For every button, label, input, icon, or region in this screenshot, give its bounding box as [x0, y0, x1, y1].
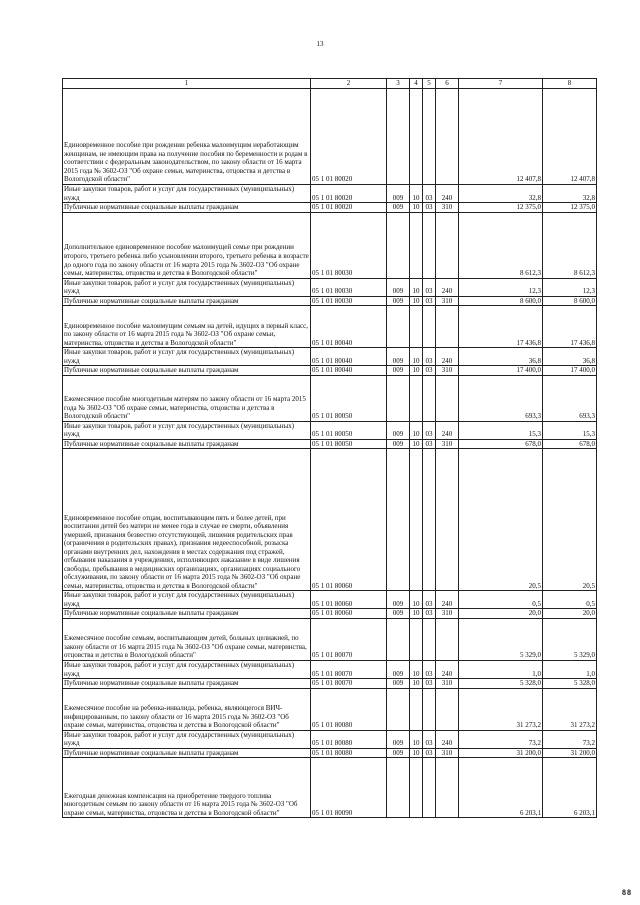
classification-code: 05 1 01 80020 [311, 185, 387, 203]
classification-code: 05 1 01 80070 [311, 618, 387, 660]
ministry-code: 009 [387, 203, 410, 213]
section-code: 10 [410, 185, 423, 203]
amount-2016: 8 612,3 [459, 212, 543, 278]
amount-2017: 8 612,3 [543, 212, 597, 278]
amount-2016: 15,3 [459, 421, 543, 439]
table-row [63, 375, 597, 421]
amount-2016: 5 329,0 [459, 618, 543, 660]
classification-code: 05 1 01 80080 [311, 688, 387, 730]
row-description: Иные закупки товаров, работ и услуг для государственных (муниципальных) нужд [63, 185, 311, 203]
classification-code: 05 1 01 80040 [311, 348, 387, 366]
section-code: 10 [410, 278, 423, 296]
subsection-code: 03 [423, 609, 436, 619]
expense-type-code: 310 [436, 203, 459, 213]
table-row [63, 688, 597, 730]
classification-code: 05 1 01 80020 [311, 203, 387, 213]
expense-type-code [436, 688, 459, 730]
row-description: Ежемесячное пособие семьям, воспитывающим детей, больных целиакией, по закону области от 16 марта 2015 года № 3602-ОЗ "Об охране семьи, материнства, отцовства и детства в Вологодской области" [63, 618, 311, 660]
ministry-code [387, 449, 410, 591]
row-description: Публичные нормативные социальные выплаты гражданам [63, 609, 311, 619]
table-row [63, 348, 597, 366]
expense-type-code: 240 [436, 591, 459, 609]
classification-code: 05 1 01 80050 [311, 439, 387, 449]
amount-2017: 15,3 [543, 421, 597, 439]
subsection-code: 03 [423, 278, 436, 296]
amount-2017: 12 375,0 [543, 203, 597, 213]
subsection-code: 03 [423, 366, 436, 376]
header-cell: 2 [311, 79, 387, 89]
section-code [410, 449, 423, 591]
subsection-code: 03 [423, 730, 436, 748]
ministry-code: 009 [387, 366, 410, 376]
subsection-code [423, 758, 436, 818]
amount-2016: 12 375,0 [459, 203, 543, 213]
expense-type-code: 310 [436, 609, 459, 619]
amount-2016: 32,8 [459, 185, 543, 203]
subsection-code [423, 306, 436, 348]
amount-2016: 20,0 [459, 609, 543, 619]
row-description: Единовременное пособие при рождении ребенка малоимущим неработающим женщинам, не имеющим права на получение пособия по беременности и родам в соответствии с федеральным законодательством, по закону области от 16 марта 2015 года № 3602-ОЗ "Об охране семьи, материнства, отцовства и детства в Вологодской области" [63, 89, 311, 185]
ministry-code [387, 306, 410, 348]
amount-2017: 693,3 [543, 375, 597, 421]
section-code: 10 [410, 421, 423, 439]
row-description: Ежемесячное пособие на ребенка-инвалида, ребенка, являющегося ВИЧ-инфицированным, по закону области от 16 марта 2015 года № 3602-ОЗ "Об охране семьи, материнства, отцовства и детства в Вологодской области" [63, 688, 311, 730]
row-description: Единовременное пособие малоимущим семьям на детей, идущих в первый класс, по закону области от 16 марта 2015 года № 3602-ОЗ "Об охране семьи, материнства, отцовства и детства в Вологодской области" [63, 306, 311, 348]
section-code [410, 89, 423, 185]
expense-type-code: 310 [436, 748, 459, 758]
classification-code: 05 1 01 80040 [311, 366, 387, 376]
section-code: 10 [410, 366, 423, 376]
amount-2016: 73,2 [459, 730, 543, 748]
ministry-code: 009 [387, 591, 410, 609]
section-code: 10 [410, 748, 423, 758]
classification-code: 05 1 01 80060 [311, 591, 387, 609]
ministry-code [387, 212, 410, 278]
amount-2017: 36,8 [543, 348, 597, 366]
ministry-code: 009 [387, 748, 410, 758]
amount-2017: 32,8 [543, 185, 597, 203]
ministry-code: 009 [387, 185, 410, 203]
table-row [63, 306, 597, 348]
header-cell: 1 [63, 79, 311, 89]
subsection-code: 03 [423, 660, 436, 678]
amount-2017: 20,0 [543, 609, 597, 619]
ministry-code: 009 [387, 730, 410, 748]
table-row [63, 758, 597, 818]
expense-type-code [436, 375, 459, 421]
row-description: Иные закупки товаров, работ и услуг для государственных (муниципальных) нужд [63, 591, 311, 609]
classification-code: 05 1 01 80060 [311, 609, 387, 619]
table-row [63, 449, 597, 591]
corner-mark: 88 [622, 888, 632, 897]
table-row [63, 296, 597, 306]
header-cell: 6 [436, 79, 459, 89]
expense-type-code: 240 [436, 421, 459, 439]
row-description: Иные закупки товаров, работ и услуг для государственных (муниципальных) нужд [63, 278, 311, 296]
section-code: 10 [410, 679, 423, 689]
header-cell: 7 [459, 79, 543, 89]
amount-2016: 31 273,2 [459, 688, 543, 730]
subsection-code [423, 89, 436, 185]
section-code: 10 [410, 591, 423, 609]
row-description: Иные закупки товаров, работ и услуг для государственных (муниципальных) нужд [63, 660, 311, 678]
subsection-code [423, 212, 436, 278]
classification-code: 05 1 01 80060 [311, 449, 387, 591]
row-description: Публичные нормативные социальные выплаты гражданам [63, 679, 311, 689]
classification-code: 05 1 01 80030 [311, 212, 387, 278]
subsection-code: 03 [423, 185, 436, 203]
subsection-code [423, 688, 436, 730]
header-cell: 4 [410, 79, 423, 89]
expense-type-code [436, 212, 459, 278]
table-header-row [63, 79, 597, 89]
subsection-code [423, 449, 436, 591]
expense-type-code [436, 89, 459, 185]
amount-2016: 6 203,1 [459, 758, 543, 818]
amount-2016: 8 600,0 [459, 296, 543, 306]
ministry-code: 009 [387, 348, 410, 366]
amount-2016: 17 400,0 [459, 366, 543, 376]
amount-2017: 6 203,1 [543, 758, 597, 818]
table-row [63, 609, 597, 619]
expense-type-code [436, 449, 459, 591]
table-row [63, 439, 597, 449]
ministry-code [387, 375, 410, 421]
row-description: Иные закупки товаров, работ и услуг для государственных (муниципальных) нужд [63, 421, 311, 439]
section-code: 10 [410, 660, 423, 678]
table-row [63, 185, 597, 203]
ministry-code: 009 [387, 296, 410, 306]
table-row [63, 618, 597, 660]
row-description: Ежемесячное пособие многодетным матерям по закону области от 16 марта 2015 года № 3602-ОЗ "Об охране семьи, материнства, отцовства и детства в Вологодской области" [63, 375, 311, 421]
ministry-code [387, 618, 410, 660]
classification-code: 05 1 01 80020 [311, 89, 387, 185]
table-row [63, 212, 597, 278]
section-code [410, 618, 423, 660]
amount-2017: 31 200,0 [543, 748, 597, 758]
subsection-code: 03 [423, 203, 436, 213]
amount-2016: 0,5 [459, 591, 543, 609]
classification-code: 05 1 01 80030 [311, 278, 387, 296]
classification-code: 05 1 01 80070 [311, 679, 387, 689]
amount-2017: 5 329,0 [543, 618, 597, 660]
table-row [63, 89, 597, 185]
classification-code: 05 1 01 80070 [311, 660, 387, 678]
amount-2017: 5 328,0 [543, 679, 597, 689]
table-row [63, 278, 597, 296]
ministry-code: 009 [387, 278, 410, 296]
ministry-code: 009 [387, 439, 410, 449]
ministry-code: 009 [387, 679, 410, 689]
row-description: Публичные нормативные социальные выплаты гражданам [63, 748, 311, 758]
expense-type-code: 310 [436, 296, 459, 306]
table-row [63, 203, 597, 213]
row-description: Публичные нормативные социальные выплаты гражданам [63, 439, 311, 449]
subsection-code [423, 618, 436, 660]
row-description: Публичные нормативные социальные выплаты гражданам [63, 366, 311, 376]
classification-code: 05 1 01 80040 [311, 306, 387, 348]
amount-2016: 12 407,8 [459, 89, 543, 185]
amount-2017: 20,5 [543, 449, 597, 591]
table-row [63, 730, 597, 748]
amount-2016: 31 200,0 [459, 748, 543, 758]
row-description: Ежегодная денежная компенсация на приобретение твердого топлива многодетным семьям по закону области от 16 марта 2015 года № 3602-ОЗ "Об охране семьи, материнства, отцовства и детства в Вологодской области" [63, 758, 311, 818]
expense-type-code: 240 [436, 185, 459, 203]
header-cell: 8 [543, 79, 597, 89]
table-row [63, 421, 597, 439]
header-cell: 3 [387, 79, 410, 89]
subsection-code: 03 [423, 748, 436, 758]
section-code: 10 [410, 439, 423, 449]
amount-2017: 12,3 [543, 278, 597, 296]
amount-2017: 678,0 [543, 439, 597, 449]
expense-type-code: 240 [436, 348, 459, 366]
classification-code: 05 1 01 80080 [311, 730, 387, 748]
amount-2016: 12,3 [459, 278, 543, 296]
expense-type-code: 310 [436, 439, 459, 449]
expense-type-code: 310 [436, 366, 459, 376]
table-row [63, 748, 597, 758]
section-code: 10 [410, 296, 423, 306]
row-description: Иные закупки товаров, работ и услуг для государственных (муниципальных) нужд [63, 730, 311, 748]
amount-2017: 31 273,2 [543, 688, 597, 730]
section-code [410, 375, 423, 421]
ministry-code [387, 89, 410, 185]
expense-type-code: 240 [436, 660, 459, 678]
amount-2016: 5 328,0 [459, 679, 543, 689]
subsection-code: 03 [423, 679, 436, 689]
subsection-code: 03 [423, 591, 436, 609]
amount-2016: 20,5 [459, 449, 543, 591]
section-code [410, 758, 423, 818]
ministry-code: 009 [387, 609, 410, 619]
amount-2017: 8 600,0 [543, 296, 597, 306]
expense-type-code [436, 618, 459, 660]
expense-type-code: 310 [436, 679, 459, 689]
row-description: Публичные нормативные социальные выплаты гражданам [63, 203, 311, 213]
subsection-code: 03 [423, 439, 436, 449]
expense-type-code [436, 758, 459, 818]
classification-code: 05 1 01 80080 [311, 748, 387, 758]
ministry-code [387, 758, 410, 818]
amount-2016: 678,0 [459, 439, 543, 449]
subsection-code: 03 [423, 421, 436, 439]
section-code: 10 [410, 348, 423, 366]
classification-code: 05 1 01 80030 [311, 296, 387, 306]
section-code [410, 212, 423, 278]
ministry-code: 009 [387, 421, 410, 439]
amount-2017: 17 400,0 [543, 366, 597, 376]
ministry-code: 009 [387, 660, 410, 678]
amount-2016: 693,3 [459, 375, 543, 421]
ministry-code [387, 688, 410, 730]
amount-2017: 73,2 [543, 730, 597, 748]
section-code [410, 306, 423, 348]
subsection-code: 03 [423, 348, 436, 366]
subsection-code: 03 [423, 296, 436, 306]
page-number: 13 [316, 40, 324, 48]
amount-2016: 1,0 [459, 660, 543, 678]
section-code: 10 [410, 609, 423, 619]
table-row [63, 679, 597, 689]
table-row [63, 660, 597, 678]
amount-2017: 17 436,8 [543, 306, 597, 348]
classification-code: 05 1 01 80050 [311, 375, 387, 421]
classification-code: 05 1 01 80050 [311, 421, 387, 439]
amount-2017: 1,0 [543, 660, 597, 678]
row-description: Иные закупки товаров, работ и услуг для государственных (муниципальных) нужд [63, 348, 311, 366]
amount-2017: 12 407,8 [543, 89, 597, 185]
amount-2017: 0,5 [543, 591, 597, 609]
budget-table [62, 78, 597, 818]
amount-2016: 17 436,8 [459, 306, 543, 348]
section-code: 10 [410, 203, 423, 213]
classification-code: 05 1 01 80090 [311, 758, 387, 818]
section-code [410, 688, 423, 730]
subsection-code [423, 375, 436, 421]
table-row [63, 366, 597, 376]
row-description: Публичные нормативные социальные выплаты гражданам [63, 296, 311, 306]
row-description: Дополнительное единовременное пособие малоимущей семье при рождении второго, третьего ребенка либо усыновлении второго, третьего ребенка в возрасте до одного года по закону области от 16 марта 2015 года № 3602-ОЗ "Об охране семьи, материнства, отцовства и детства в Вологодской области" [63, 212, 311, 278]
expense-type-code: 240 [436, 730, 459, 748]
amount-2016: 36,8 [459, 348, 543, 366]
expense-type-code [436, 306, 459, 348]
row-description: Единовременное пособие отцам, воспитывающим пять и более детей, при воспитании детей без матери не менее года в случае ее смерти, объявления умершей, признания безвестно отсутствующей, лишения родительских прав (ограничения в родительских правах), признания недееспособной, розыска органами внутренних дел, нахождения в местах содержания под стражей, отбывания наказания в учреждениях, исполняющих наказание в виде лишения свободы, пребывания в медицинских организациях, организациях социального обслуживания, по закону области от 16 марта 2015 года № 3602-ОЗ "Об охране семьи, материнства, отцовства и детства в Вологодской области" [63, 449, 311, 591]
expense-type-code: 240 [436, 278, 459, 296]
section-code: 10 [410, 730, 423, 748]
header-cell: 5 [423, 79, 436, 89]
table-row [63, 591, 597, 609]
